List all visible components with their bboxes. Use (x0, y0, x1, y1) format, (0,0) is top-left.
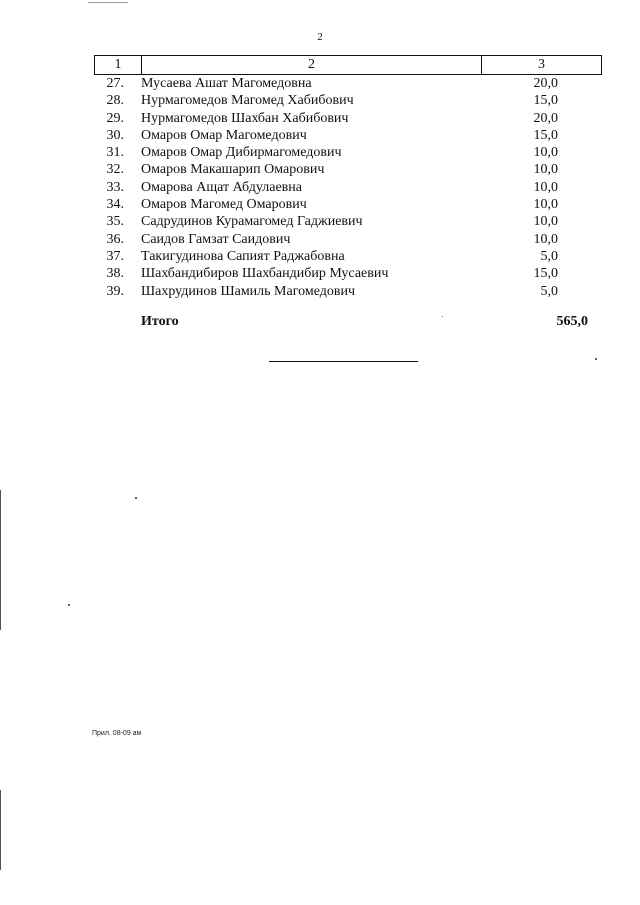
row-number: 32. (106, 162, 124, 178)
table-row (94, 92, 602, 109)
table-row (94, 144, 602, 161)
scan-speck (442, 316, 443, 317)
closing-divider (269, 361, 418, 362)
total-value: 565,0 (556, 313, 588, 329)
row-name: Мусаева Ашат Магомедовна (141, 76, 312, 91)
row-name: Омаров Макашарип Омарович (141, 162, 325, 178)
row-number: 35. (106, 214, 124, 230)
total-row (94, 313, 602, 331)
row-amount: 15,0 (533, 266, 558, 282)
table-row (94, 213, 602, 230)
document-footnote: Прил. 08-09 ам (92, 730, 142, 737)
row-name: Нурмагомедов Магомед Хабибович (141, 93, 354, 109)
table-row (94, 231, 602, 248)
row-amount: 20,0 (533, 76, 558, 91)
table-row (94, 179, 602, 196)
row-number: 34. (106, 197, 124, 213)
column-header-number: 1 (94, 56, 142, 74)
scan-speck (135, 497, 137, 499)
row-number: 38. (106, 266, 124, 282)
row-name: Шахрудинов Шамиль Магомедович (141, 283, 355, 299)
row-number: 37. (106, 248, 124, 264)
scan-edge-mark (0, 790, 1, 870)
row-number: 27. (106, 76, 124, 91)
scan-speck (68, 604, 70, 606)
scan-edge-mark (88, 2, 128, 3)
row-amount: 5,0 (540, 283, 558, 299)
row-amount: 15,0 (533, 93, 558, 109)
row-amount: 5,0 (540, 248, 558, 264)
row-name: Садрудинов Курамагомед Гаджиевич (141, 214, 363, 230)
scan-speck (595, 358, 597, 360)
row-number: 28. (106, 93, 124, 109)
column-header-amount: 3 (481, 56, 602, 74)
row-number: 31. (106, 145, 124, 161)
table-row (94, 161, 602, 178)
table-row (94, 283, 602, 300)
table-header (94, 55, 602, 75)
table-row (94, 265, 602, 282)
row-amount: 20,0 (533, 110, 558, 126)
column-header-name: 2 (308, 57, 315, 72)
table-row (94, 110, 602, 127)
scan-edge-mark (0, 490, 1, 630)
row-number: 36. (106, 231, 124, 247)
row-name: Нурмагомедов Шахбан Хабибович (141, 110, 349, 126)
row-number: 33. (106, 179, 124, 195)
row-name: Омаров Магомед Омарович (141, 197, 307, 213)
row-amount: 15,0 (533, 127, 558, 143)
table-body (94, 75, 602, 300)
recipients-table (94, 55, 602, 331)
row-name: Саидов Гамзат Саидович (141, 231, 291, 247)
table-row (94, 127, 602, 144)
row-name: Омарова Ащат Абдулаевна (141, 179, 302, 195)
row-number: 29. (106, 110, 124, 126)
row-amount: 10,0 (533, 162, 558, 178)
table-row (94, 75, 602, 92)
row-amount: 10,0 (533, 179, 558, 195)
row-amount: 10,0 (533, 214, 558, 230)
row-number: 39. (106, 283, 124, 299)
row-name: Омаров Омар Магомедович (141, 127, 307, 143)
row-amount: 10,0 (533, 231, 558, 247)
table-row (94, 196, 602, 213)
row-amount: 10,0 (533, 197, 558, 213)
total-label: Итого (141, 313, 179, 329)
row-name: Такигудинова Сапият Раджабовна (141, 248, 345, 264)
row-number: 30. (106, 127, 124, 143)
row-name: Шахбандибиров Шахбандибир Мусаевич (141, 266, 389, 282)
row-amount: 10,0 (533, 145, 558, 161)
row-name: Омаров Омар Дибирмагомедович (141, 145, 342, 161)
page-number: 2 (317, 31, 323, 43)
table-row (94, 248, 602, 265)
